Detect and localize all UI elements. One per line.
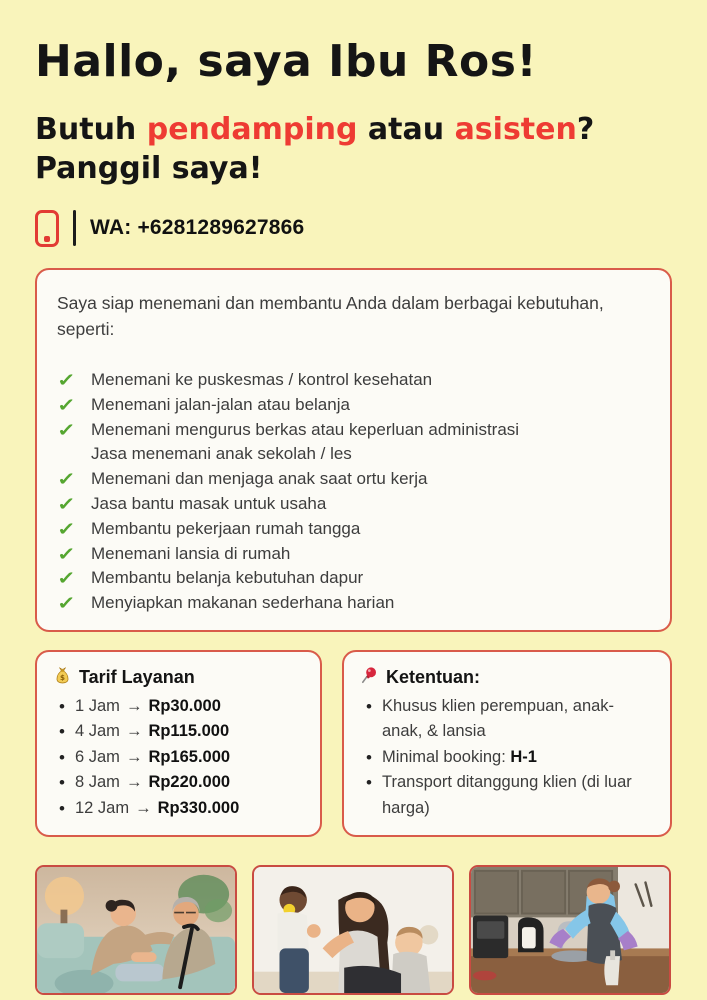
price-item-label bbox=[75, 694, 221, 720]
service-item-label: Membantu belanja kebutuhan dapur bbox=[91, 568, 364, 588]
arrow-glyph: → bbox=[125, 696, 143, 715]
terms-title-row bbox=[360, 666, 654, 690]
subtitle-highlight-pendamping: pendamping bbox=[146, 112, 358, 147]
pushpin-icon bbox=[360, 666, 379, 690]
photo-row bbox=[35, 865, 672, 995]
price-duration: 8 Jam bbox=[75, 773, 120, 792]
arrow-glyph: → bbox=[125, 722, 143, 741]
service-item bbox=[57, 492, 650, 517]
price-duration: 1 Jam bbox=[75, 696, 120, 715]
price-item-label bbox=[75, 796, 239, 822]
price-value: Rp220.000 bbox=[148, 773, 231, 792]
smartphone-icon bbox=[35, 210, 59, 247]
price-value: Rp330.000 bbox=[157, 798, 240, 817]
term-text: Transport ditanggung klien (di luar harga) bbox=[382, 773, 632, 817]
term-item-label bbox=[382, 770, 654, 821]
bullet: • bbox=[59, 696, 65, 716]
check-icon: ✓ bbox=[57, 593, 76, 614]
bullet: • bbox=[59, 747, 65, 767]
service-item-label: Menemani mengurus berkas atau keperluan administrasi bbox=[91, 419, 520, 439]
arrow-glyph: → bbox=[125, 747, 143, 766]
terms-card bbox=[342, 650, 672, 838]
term-item-label bbox=[382, 745, 537, 771]
money-bag-icon bbox=[53, 666, 72, 690]
price-item-label bbox=[75, 770, 230, 796]
service-item-label: Menyiapkan makanan sederhana harian bbox=[91, 593, 395, 613]
service-item-label: Membantu pekerjaan rumah tangga bbox=[91, 518, 361, 538]
term-text: Khusus klien perempuan, anak-anak, & lansia bbox=[382, 696, 615, 741]
term-item bbox=[360, 694, 654, 745]
subtitle-highlight-asisten: asisten bbox=[454, 112, 577, 147]
bullet: • bbox=[59, 798, 65, 818]
price-duration: 4 Jam bbox=[75, 722, 120, 741]
service-item bbox=[57, 393, 650, 418]
price-item bbox=[53, 719, 304, 745]
price-value: Rp115.000 bbox=[148, 722, 230, 741]
arrow-glyph: → bbox=[135, 798, 152, 817]
bullet: • bbox=[59, 722, 65, 742]
services-list bbox=[57, 368, 650, 616]
pricing-title: Tarif Layanan bbox=[79, 667, 195, 688]
term-bold: H-1 bbox=[510, 747, 537, 766]
info-boxes bbox=[35, 650, 672, 838]
service-item bbox=[57, 517, 650, 542]
price-item bbox=[53, 770, 304, 796]
price-item bbox=[53, 694, 304, 720]
separator-bar bbox=[73, 210, 76, 246]
check-icon: ✓ bbox=[57, 518, 76, 539]
check-icon: ✓ bbox=[57, 493, 76, 514]
photo-childcare bbox=[252, 865, 454, 995]
price-value: Rp165.000 bbox=[148, 747, 231, 766]
arrow-glyph: → bbox=[125, 773, 143, 792]
pricing-title-row bbox=[53, 666, 304, 690]
service-item-label: Jasa menemani anak sekolah / les bbox=[91, 444, 352, 464]
term-text: Minimal booking: bbox=[382, 747, 511, 766]
svg-text:$: $ bbox=[60, 672, 65, 682]
subtitle-text: ? Panggil saya! bbox=[35, 112, 595, 186]
subtitle-text: Butuh bbox=[35, 112, 147, 147]
whatsapp-contact[interactable] bbox=[35, 208, 672, 248]
service-item-label: Menemani dan menjaga anak saat ortu kerja bbox=[91, 469, 428, 489]
service-item-label: Menemani jalan-jalan atau belanja bbox=[91, 394, 350, 414]
service-item-label: Menemani ke puskesmas / kontrol kesehatan bbox=[91, 370, 433, 389]
bullet: • bbox=[366, 747, 372, 767]
price-duration: 12 Jam bbox=[75, 798, 130, 817]
service-item bbox=[57, 566, 650, 591]
check-icon: ✓ bbox=[57, 370, 76, 390]
whatsapp-number: WA: +6281289627866 bbox=[90, 216, 305, 239]
service-item bbox=[57, 368, 650, 393]
term-item-label bbox=[382, 694, 654, 745]
price-item bbox=[53, 796, 304, 822]
service-item-label: Jasa bantu masak untuk usaha bbox=[91, 493, 327, 513]
service-item bbox=[57, 467, 650, 492]
terms-title: Ketentuan: bbox=[386, 667, 480, 688]
service-item bbox=[57, 418, 650, 443]
pricing-card bbox=[35, 650, 322, 838]
check-icon: ✓ bbox=[57, 394, 76, 415]
subtitle-text: atau bbox=[357, 112, 455, 147]
page-title: Hallo, saya Ibu Ros! bbox=[35, 36, 538, 87]
term-item bbox=[360, 770, 654, 821]
services-intro: Saya siap menemani dan membantu Anda dalam berbagai kebutuhan, seperti: bbox=[57, 293, 604, 339]
check-icon: ✓ bbox=[57, 543, 76, 564]
check-icon: ✓ bbox=[57, 568, 76, 589]
subtitle bbox=[35, 110, 672, 188]
price-item bbox=[53, 745, 304, 771]
bullet: • bbox=[366, 773, 372, 793]
price-value: Rp30.000 bbox=[148, 696, 221, 715]
price-duration: 6 Jam bbox=[75, 747, 120, 766]
service-item bbox=[57, 442, 650, 467]
service-item bbox=[57, 542, 650, 567]
term-item bbox=[360, 745, 654, 771]
bullet: • bbox=[59, 773, 65, 793]
photo-housekeeping bbox=[469, 865, 671, 995]
service-item-label: Menemani lansia di rumah bbox=[91, 543, 291, 563]
price-item-label bbox=[75, 745, 230, 771]
check-icon: ✓ bbox=[57, 419, 76, 440]
check-icon: ✓ bbox=[57, 469, 76, 490]
bullet: • bbox=[366, 696, 372, 716]
service-item bbox=[57, 591, 650, 616]
price-item-label bbox=[75, 719, 229, 745]
services-card bbox=[35, 268, 672, 632]
photo-elderly-care bbox=[35, 865, 237, 995]
